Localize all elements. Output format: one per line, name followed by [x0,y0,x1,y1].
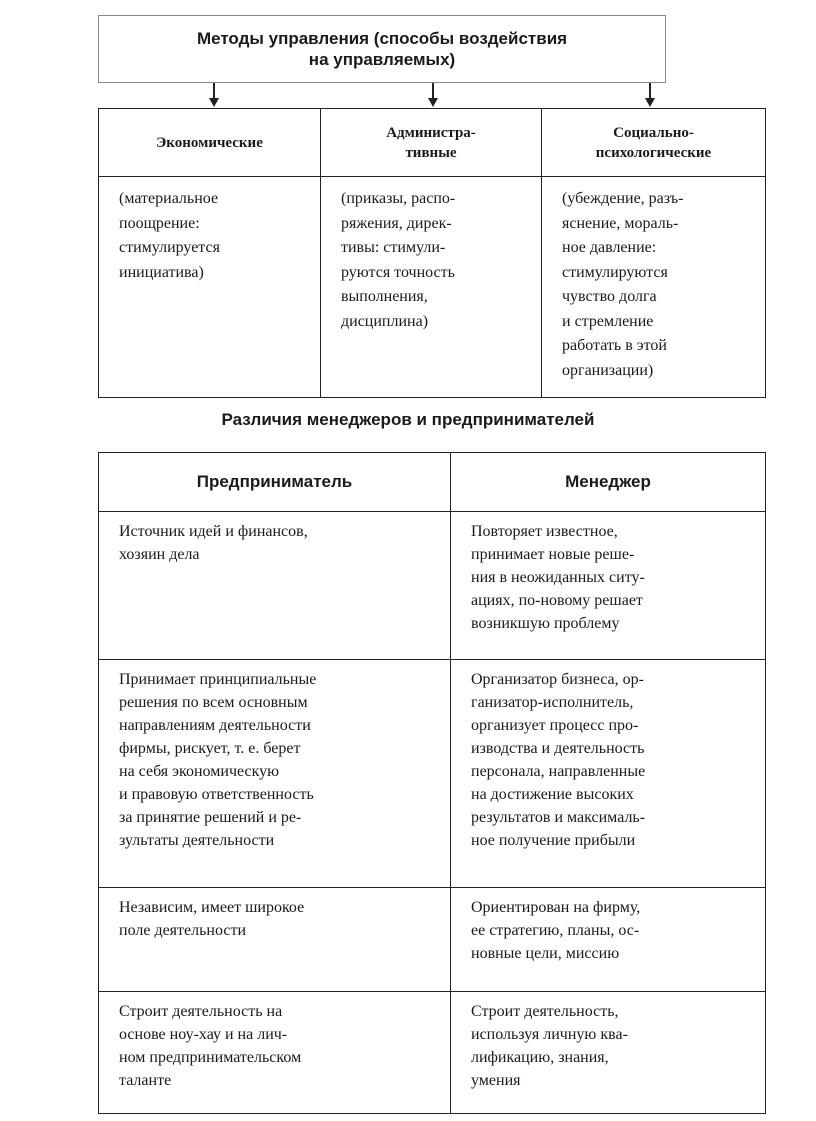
table-row [99,992,766,1114]
header-entrepreneur: Предприниматель [99,453,451,512]
methods-header-economic: Экономические [99,109,321,177]
table-row [99,660,766,888]
manager-cell: Организатор бизнеса, ор- ганизатор-исполнитель, организует процесс про- изводства и деятельность персонала, направленные на достижение высоких результатов и максималь- ное получение прибыли [451,660,766,888]
header-manager: Менеджер [451,453,766,512]
methods-title-box [98,15,666,83]
arrow-down-icon [428,83,438,108]
entrepreneur-cell: Строит деятельность на основе ноу-хау и на лич- ном предпринимательском таланте [99,992,451,1114]
methods-header-row [99,109,766,177]
methods-text-administrative: (приказы, распо- ряжения, дирек- тивы: стимули- руются точность выполнения, дисциплина) [321,177,542,398]
methods-text-socio-psychological: (убеждение, разъ- яснение, мораль- ное давление: стимулируются чувство долга и стремление работать в этой организации) [542,177,766,398]
differences-table [98,452,766,1114]
methods-title-line-1: Методы управления (способы воздействия [196,29,568,48]
manager-cell: Ориентирован на фирму, ее стратегию, планы, ос- новные цели, миссию [451,888,766,992]
methods-text-economic: (материальное поощрение: стимулируется инициатива) [99,177,321,398]
manager-cell: Повторяет известное, принимает новые реше- ния в неожиданных ситу- ациях, по-новому решает возникшую проблему [451,512,766,660]
entrepreneur-cell: Принимает принципиальные решения по всем основным направлениям деятельности фирмы, рискует, т. е. берет на себя экономическую и правовую ответственность за принятие решений и ре- зультаты деятельности [99,660,451,888]
entrepreneur-cell: Источник идей и финансов, хозяин дела [99,512,451,660]
table-row [99,888,766,992]
methods-table [98,108,766,398]
entrepreneur-cell: Независим, имеет широкое поле деятельности [99,888,451,992]
manager-cell: Строит деятельность, используя личную ква- лификацию, знания, умения [451,992,766,1114]
differences-header-row [99,453,766,512]
methods-header-administrative: Админиcтра- тивные [321,109,542,177]
arrow-down-icon [645,83,655,108]
methods-header-socio-psychological: Социально- психологические [542,109,766,177]
methods-title-line-2: на управляемых) [308,50,456,69]
differences-title: Различия менеджеров и предпринимателей [221,410,595,429]
table-row [99,512,766,660]
arrow-down-icon [209,83,219,108]
methods-body-row [99,177,766,398]
